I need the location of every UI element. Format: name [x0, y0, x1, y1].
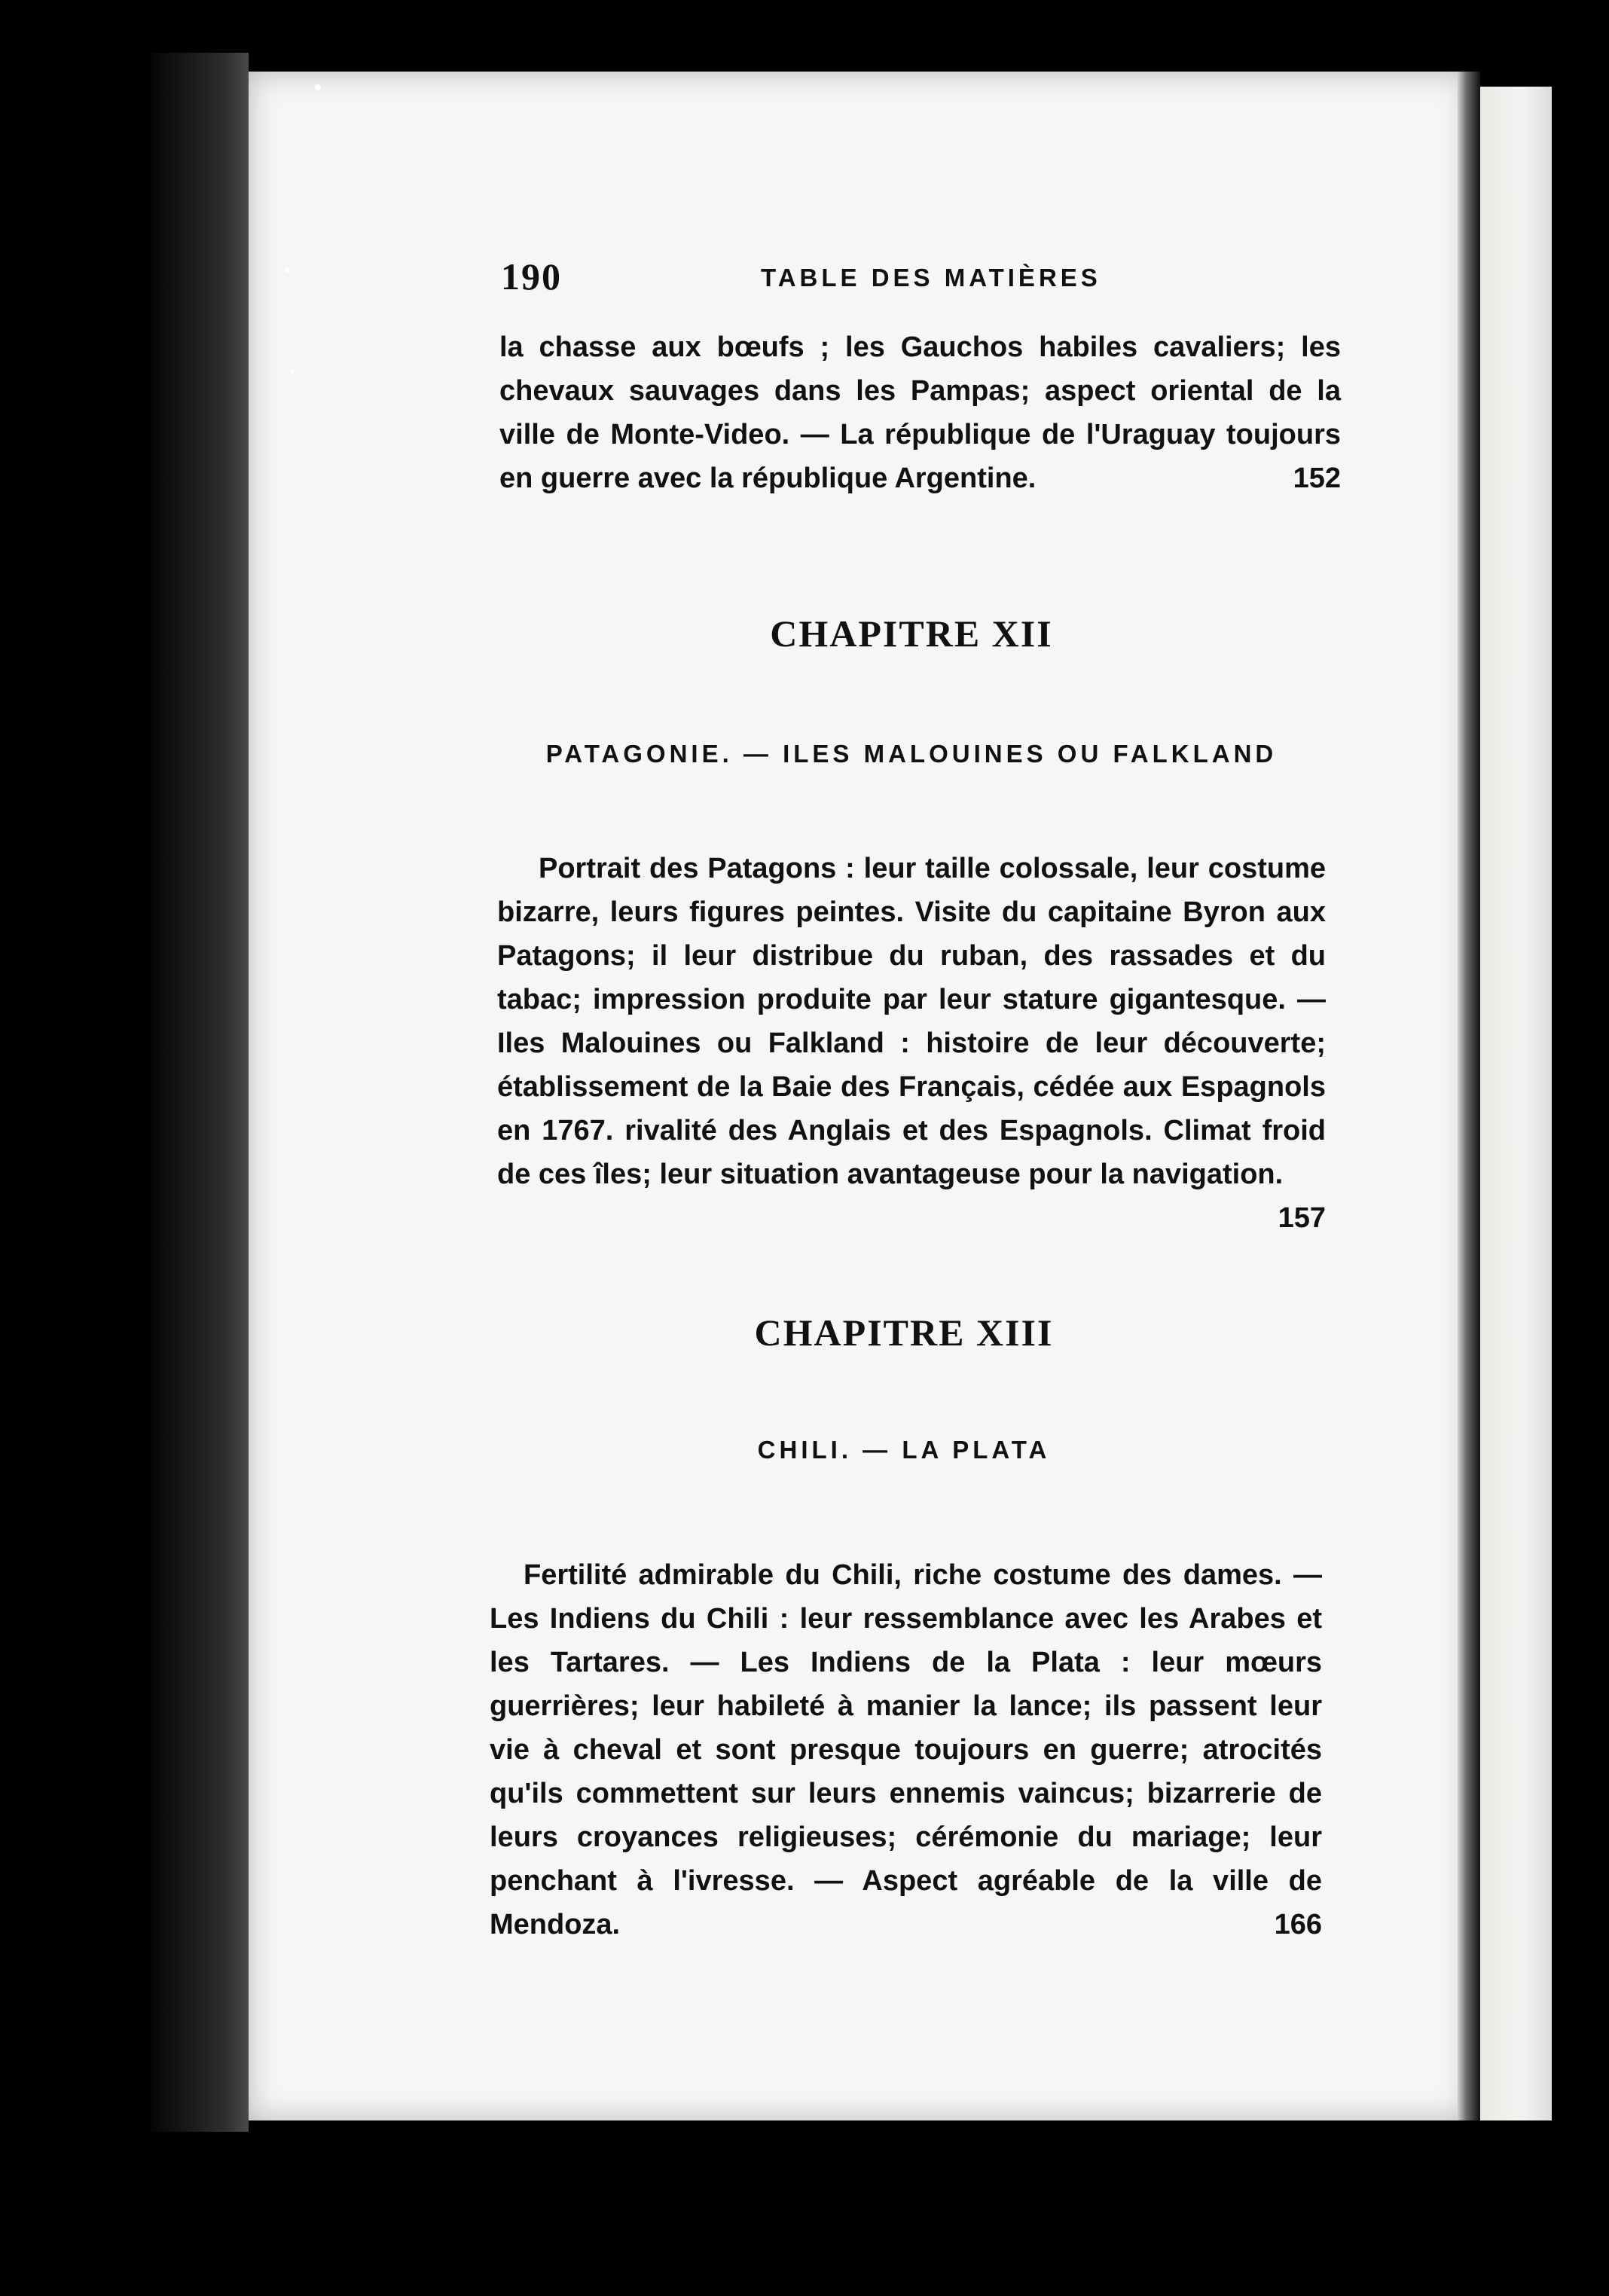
- scan-speck: [290, 369, 295, 374]
- toc-entry-continued: [499, 325, 1341, 500]
- page-reference: 152: [1293, 463, 1341, 494]
- scan-speck: [285, 267, 290, 273]
- page-reference: 166: [1274, 1909, 1322, 1940]
- chapter-heading: CHAPITRE XII: [770, 612, 1053, 655]
- chapter-subtitle: PATAGONIE. — ILES MALOUINES OU FALKLAND: [545, 740, 1278, 768]
- scan-speck: [315, 84, 321, 90]
- page-number: 190: [501, 255, 562, 298]
- chapter-summary: [490, 1553, 1322, 1946]
- chapter-subtitle: CHILI. — LA PLATA: [757, 1436, 1051, 1464]
- running-title: TABLE DES MATIÈRES: [761, 264, 1101, 292]
- summary-text: Fertilité admirable du Chili, riche costume des dames. — Les Indiens du Chili : leur ressemblance avec les Arabes et les Tartares. — Les Indiens de la Plata : leur mœurs guerrières; leur habileté à manier la lance; ils passent leur vie à cheval et sont presque toujours en guerre; atrocités qu'ils commettent sur leurs ennemis vaincus; bizarrerie de leurs croyances religieuses; cérémonie du mariage; leur penchant à l'ivresse. — Aspect agréable de la ville de Mendoza.: [490, 1559, 1322, 1940]
- running-head: [501, 255, 1345, 300]
- page-gutter-shadow: [1458, 72, 1480, 2120]
- chapter-summary: [497, 847, 1326, 1240]
- facing-page-edge: [1480, 87, 1552, 2120]
- page-reference: 157: [1278, 1202, 1326, 1234]
- summary-text: Portrait des Patagons : leur taille colossale, leur costume bizarre, leurs figures peintes. Visite du capitaine Byron aux Patagons; il leur distribue du ruban, des rassades et du tabac; impression produite par leur stature gigantesque. — Iles Malouines ou Falkland : histoire de leur découverte; établissement de la Baie des Français, cédée aux Espagnols en 1767. rivalité des Anglais et des Espagnols. Climat froid de ces îles; leur situation avantageuse pour la navigation.: [497, 853, 1326, 1190]
- entry-text: la chasse aux bœufs ; les Gauchos habiles cavaliers; les chevaux sauvages dans les Pampas; aspect oriental de la ville de Monte-Video. — La république de l'Uraguay toujours en guerre avec la république Argentine.: [499, 331, 1341, 494]
- chapter-heading: CHAPITRE XIII: [754, 1311, 1054, 1354]
- book-binding-edge: [151, 53, 249, 2132]
